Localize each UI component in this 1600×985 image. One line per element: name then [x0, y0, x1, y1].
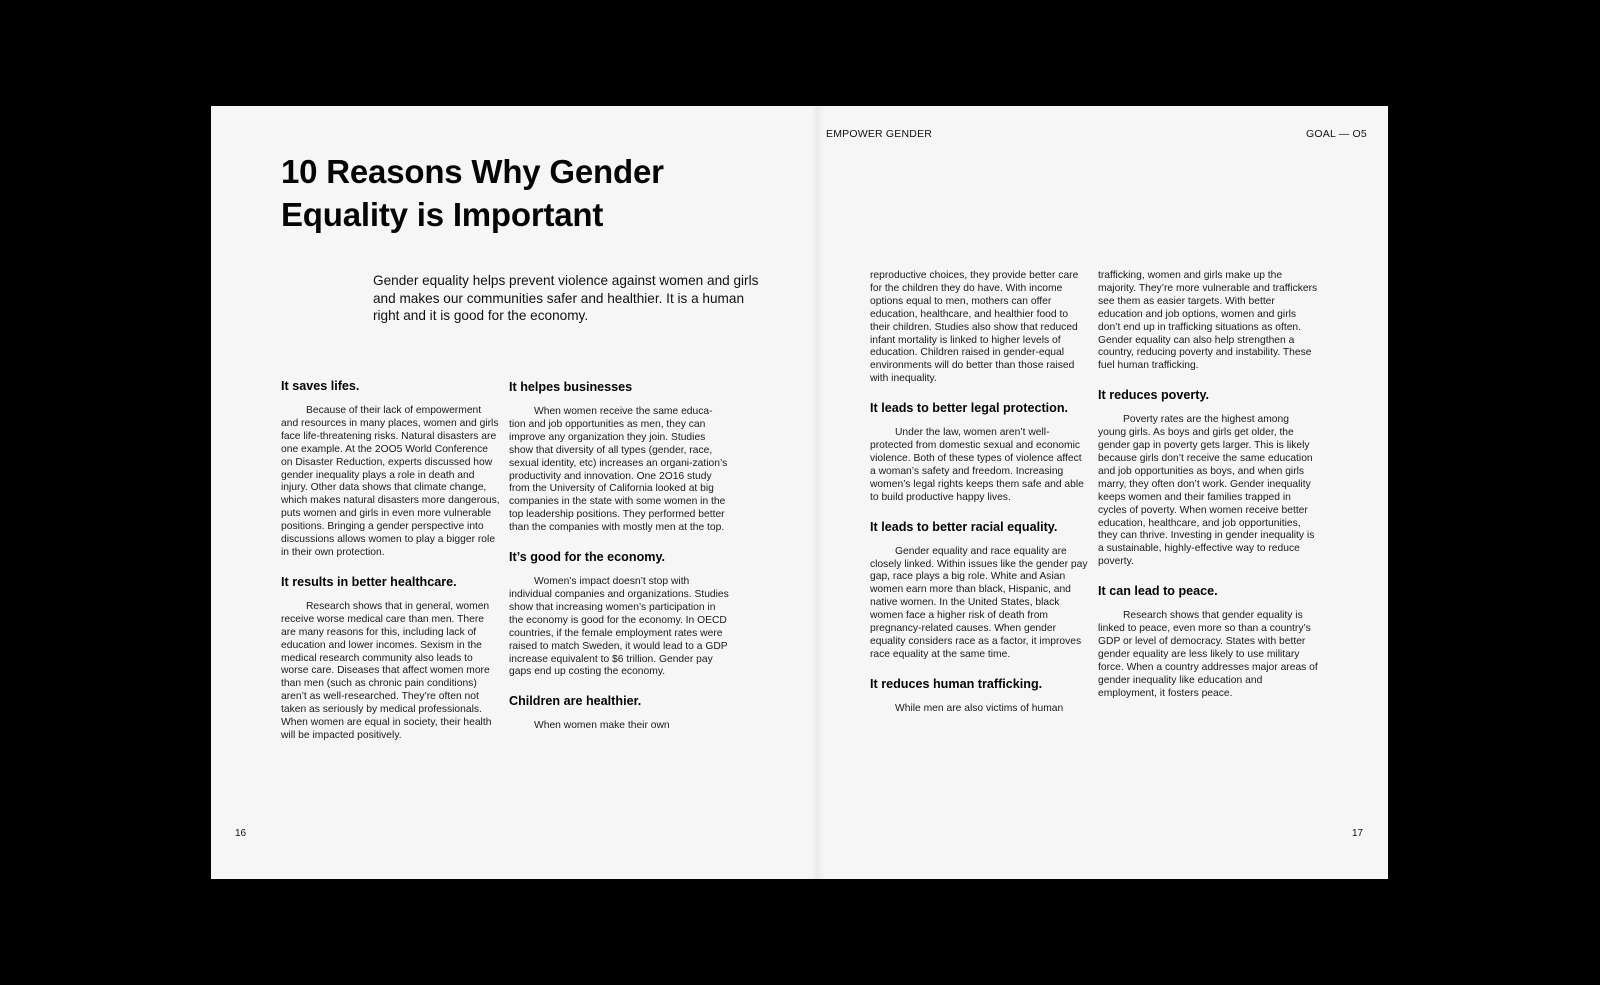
- column-1: [281, 378, 501, 743]
- column-4: [1098, 270, 1318, 700]
- body-good-for-economy: Women’s impact doesn’t stop with individual companies and organizations. Studies show that increasing women’s participation in the economy is good for the economy. In OECD countries, if the female employment rates were raised to match Sweden, it would lead to a GDP increase equivalent to $6 trillion. Gender pay gaps end up costing the economy.: [509, 576, 729, 678]
- body-human-trafficking: While men are also victims of human: [895, 702, 1064, 714]
- section-header: EMPOWER GENDER: [826, 128, 933, 140]
- heading-saves-lives: It saves lifes.: [281, 379, 360, 393]
- page-number-left: 16: [235, 828, 247, 839]
- column-3: [870, 270, 1090, 716]
- body-lead-to-peace: Research shows that gender equality is linked to peace, even more so than a country’s GDP or level of democracy. States with better gender equality are less likely to use military force. When a country addresses major areas of gender inequality like education and employment, it fosters peace.: [1098, 610, 1318, 699]
- heading-human-trafficking: It reduces human trafficking.: [870, 676, 1043, 691]
- goal-header: GOAL — O5: [1306, 128, 1367, 140]
- page-number-right: 17: [1352, 828, 1364, 839]
- heading-better-healthcare: It results in better healthcare.: [281, 574, 457, 589]
- body-children-healthier: When women make their own: [534, 720, 670, 732]
- heading-legal-protection: It leads to better legal protection.: [870, 401, 1069, 416]
- column-2: [509, 379, 729, 733]
- body-helps-businesses: When women receive the same educa-tion and job opportunities as men, they can improve any organization they join. Studies show that diversity of all types (gender, race, sexual identity, etc) increases an organi-zation’s productivity and innovation. One 2O16 study from the University of California looked at big companies in the state with some women in the top leadership positions. They performed better than the companies with mostly men at the top.: [509, 406, 728, 534]
- body-trafficking-continued: trafficking, women and girls make up the majority. They’re more vulnerable and traffickers see them as easier targets. With better education and job options, women and girls don’t end up in trafficking situations as often. Gender equality can also help strengthen a country, reducing poverty and instability. These fuel human trafficking.: [1098, 270, 1318, 372]
- heading-racial-equality: It leads to better racial equality.: [870, 519, 1058, 534]
- heading-lead-to-peace: It can lead to peace.: [1098, 584, 1218, 599]
- heading-helps-businesses: It helpes businesses: [509, 380, 633, 394]
- heading-good-for-economy: It’s good for the economy.: [509, 550, 666, 565]
- heading-reduces-poverty: It reduces poverty.: [1098, 388, 1210, 403]
- body-reduces-poverty: Poverty rates are the highest among young girls. As boys and girls get older, the gender gap in poverty gets larger. This is likely because girls don’t receive the same education and job opportunities as boys, and when girls marry, they often don’t work. Gender inequality keeps women and their families trapped in cycles of poverty. When women receive better education, healthcare, and job opportunities, they can thrive. Investing in gender inequality is a sustainable, highly-effective way to reduce poverty.: [1098, 414, 1315, 568]
- magazine-spread: [211, 106, 1388, 879]
- body-racial-equality: Gender equality and race equality are closely linked. Within issues like the gender pay gap, race plays a big role. White and Asian women earn more than black, Hispanic, and native women. In the United States, black women face a higher risk of death from pregnancy-related causes. When gender equality considers race as a factor, it improves race equality at the same time.: [870, 545, 1088, 660]
- body-legal-protection: Under the law, women aren’t well-protected from domestic sexual and economic violence. Both of these types of violence affect a woman’s safety and freedom. Increasing women’s legal rights keeps them safe and able to build productive happy lives.: [870, 427, 1084, 503]
- body-children-continued: reproductive choices, they provide better care for the children they do have. With income options equal to men, mothers can offer education, healthcare, and healthier food to their children. Studies also show that reduced infant mortality is linked to higher levels of education. Children raised in gender-equal environments will do better than those raised with inequality.: [870, 270, 1079, 385]
- intro-paragraph: Gender equality helps prevent violence against women and girls and makes our communities safer and healthier. It is a human right and it is good for the economy.: [373, 273, 759, 323]
- heading-children-healthier: Children are healthier.: [509, 694, 642, 709]
- body-saves-lives: Because of their lack of empowerment and resources in many places, women and girls face life-threatening risks. Natural disasters are one example. At the 2OO5 World Conference on Disaster Reduction, experts discussed how gender inequality plays a role in death and injury. Other data shows that climate change, which makes natural disasters more dangerous, puts women and girls in even more vulnerable positions. Bringing a gender perspective into discussions allows women to play a bigger role in their own protection.: [281, 405, 500, 558]
- page-spine: [811, 106, 825, 879]
- page-title: 10 Reasons Why Gender Equality is Important: [281, 153, 664, 233]
- body-better-healthcare: Research shows that in general, women receive worse medical care than men. There are many reasons for this, including lack of education and lower incomes. Sexism in the medical research community also leads to worse care. Diseases that affect women more than men (such as chronic pain conditions) aren’t as well-researched. They’re often not taken as seriously by medical professionals. When women are equal in society, their health will be impacted positively.: [281, 600, 492, 741]
